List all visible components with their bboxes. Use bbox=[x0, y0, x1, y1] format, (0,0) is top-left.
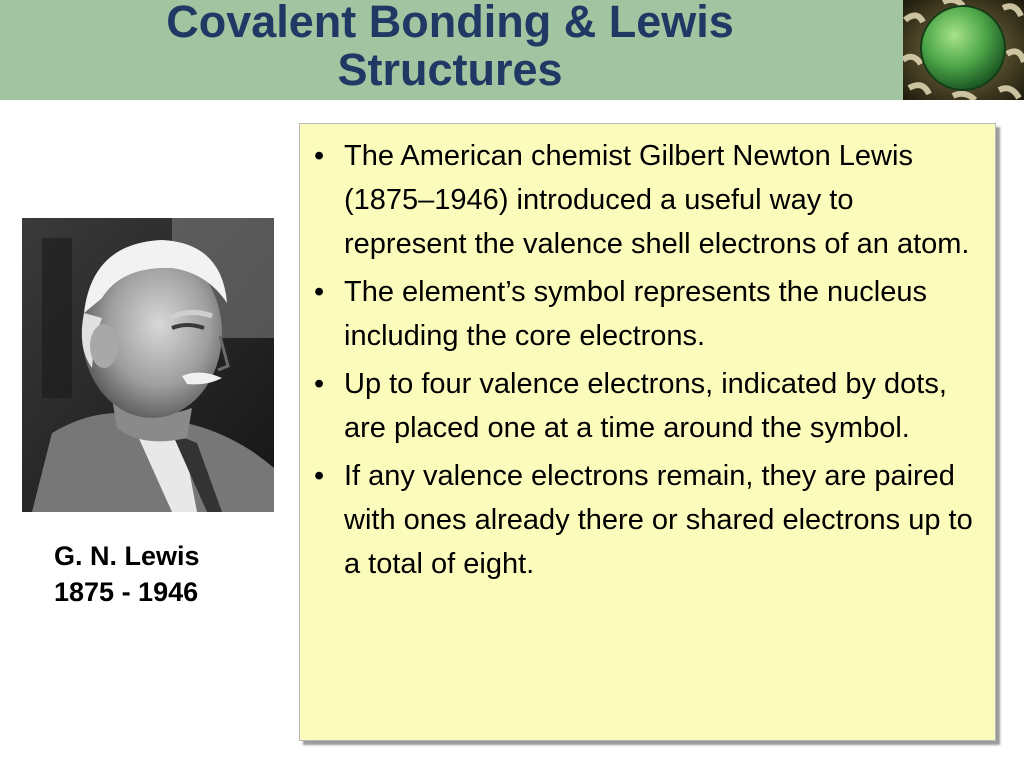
portrait-caption bbox=[54, 538, 294, 610]
bullet-item bbox=[308, 362, 981, 450]
caption-years: 1875 - 1946 bbox=[54, 577, 199, 607]
bullet-text: The element’s symbol represents the nucleus including the core electrons. bbox=[344, 276, 927, 352]
bullet-dot: • bbox=[314, 368, 325, 400]
slide-title bbox=[20, 0, 880, 94]
title-bar bbox=[0, 0, 903, 100]
bullet-dot: • bbox=[314, 276, 325, 308]
bullet-item bbox=[308, 270, 981, 358]
bullet-text: Up to four valence electrons, indicated by dots, are placed one at a time around the symbol. bbox=[344, 368, 947, 444]
bullet-text: If any valence electrons remain, they are paired with ones already there or shared electrons up to a total of eight. bbox=[344, 460, 973, 580]
bullet-item bbox=[308, 134, 981, 266]
bullet-dot: • bbox=[314, 140, 325, 172]
caption-name: G. N. Lewis bbox=[54, 541, 200, 571]
green-cell-sphere-icon bbox=[903, 0, 1024, 100]
portrait-image bbox=[22, 218, 274, 512]
lewis-portrait bbox=[22, 218, 274, 512]
slide-title-line-2: Structures bbox=[337, 44, 563, 95]
slide-title-line-1: Covalent Bonding & Lewis bbox=[166, 0, 734, 47]
bullet-dot: • bbox=[314, 460, 325, 492]
bullet-item bbox=[308, 454, 981, 586]
bullet-text: The American chemist Gilbert Newton Lewis (1875–1946) introduced a useful way to represent the valence shell electrons of an atom. bbox=[344, 140, 970, 260]
bullet-text-box bbox=[299, 123, 996, 741]
bullet-list bbox=[300, 124, 995, 586]
